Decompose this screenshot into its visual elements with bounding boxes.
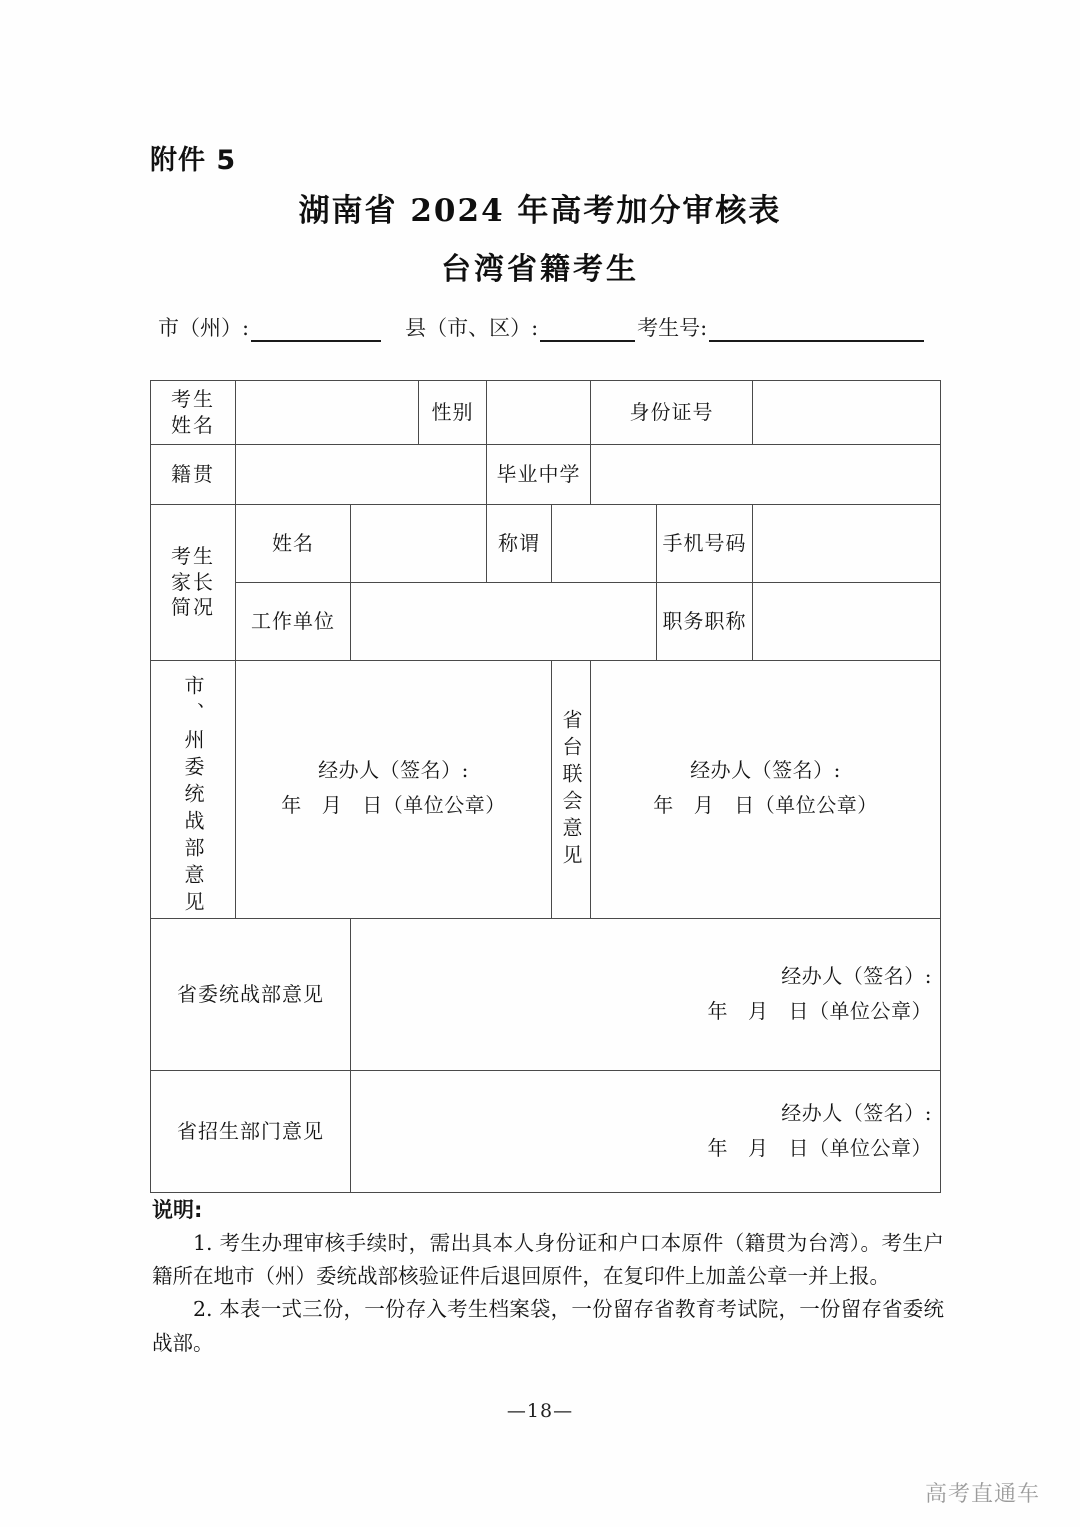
province-united-front-content[interactable] <box>351 919 941 1071</box>
id-card-label: 身份证号 <box>591 381 753 445</box>
parent-name-value[interactable] <box>351 505 487 583</box>
parent-position-label: 职务职称 <box>657 583 753 661</box>
parents-group-label-line2: 家长 <box>171 569 215 594</box>
audit-form-table <box>150 380 941 1193</box>
table-row-native-place <box>151 445 941 505</box>
province-united-front-date-line <box>708 995 933 1024</box>
assoc-opinion-signature-label: 经办人（签名）: <box>690 757 841 782</box>
province-admissions-content[interactable] <box>351 1071 941 1193</box>
province-united-front-month-label: 月 <box>748 998 769 1023</box>
province-admissions-day-seal-label: 日（单位公章） <box>788 1135 932 1160</box>
assoc-opinion-vertical-wrap <box>552 709 590 871</box>
table-row-parent-work <box>151 583 941 661</box>
parent-position-value[interactable] <box>753 583 941 661</box>
province-united-front-label: 省委统战部意见 <box>151 919 351 1071</box>
watermark: 高考直通车 <box>924 1482 1040 1507</box>
assoc-opinion-month-label: 月 <box>693 792 715 817</box>
assoc-opinion-content[interactable] <box>591 661 941 919</box>
province-admissions-year-label: 年 <box>707 1135 728 1160</box>
page-subtitle: 台湾省籍考生 <box>441 252 639 287</box>
county-input-rule[interactable] <box>540 322 635 342</box>
assoc-opinion-vertical-text: 省台联会意见 <box>559 708 583 871</box>
page-title: 湖南省 2024 年高考加分审核表 <box>298 193 782 229</box>
parents-group-label-line3: 简况 <box>171 595 215 620</box>
city-opinion-day-seal-label: 日（单位公章） <box>362 792 506 817</box>
notes-item-2: 2. 本表一式三份，一份存入考生档案袋，一份留存省教育考试院，一份留存省委统战部。 <box>152 1297 944 1355</box>
province-admissions-signature-label: 经办人（签名）: <box>781 1100 932 1125</box>
page-number: —18— <box>506 1400 574 1422</box>
city-label: 市（州）: <box>158 316 250 340</box>
parent-phone-value[interactable] <box>753 505 941 583</box>
title-block <box>0 185 1080 288</box>
gender-value[interactable] <box>487 381 591 445</box>
candidate-name-value[interactable] <box>236 381 419 445</box>
attachment-label: 附件 5 <box>150 145 237 176</box>
city-opinion-month-label: 月 <box>321 792 343 817</box>
table-row-opinions-city-and-assoc <box>151 661 941 919</box>
graduating-school-value[interactable] <box>591 445 941 505</box>
parent-name-label: 姓名 <box>236 505 351 583</box>
identification-line <box>158 312 948 342</box>
city-opinion-vertical-label <box>151 661 236 919</box>
province-united-front-day-seal-label: 日（单位公章） <box>788 998 932 1023</box>
parent-relation-label: 称谓 <box>487 505 552 583</box>
province-united-front-signature-block <box>351 960 940 1030</box>
city-opinion-content[interactable] <box>236 661 552 919</box>
province-admissions-month-label: 月 <box>748 1135 769 1160</box>
county-label: 县（市、区）: <box>405 316 539 340</box>
city-opinion-date-line <box>281 789 506 818</box>
candidate-name-label <box>151 381 236 445</box>
id-card-value[interactable] <box>753 381 941 445</box>
province-united-front-year-label: 年 <box>707 998 728 1023</box>
assoc-opinion-signature-block <box>591 754 940 826</box>
city-opinion-vertical-text: 市、州委统战部意见 <box>181 675 205 918</box>
candidate-name-label-line1: 考生 <box>171 386 215 411</box>
parent-phone-label: 手机号码 <box>657 505 753 583</box>
assoc-opinion-day-seal-label: 日（单位公章） <box>734 792 878 817</box>
parents-group-label <box>151 505 236 661</box>
province-admissions-signature-block <box>351 1097 940 1167</box>
table-row-province-admissions <box>151 1071 941 1193</box>
city-opinion-year-label: 年 <box>281 792 302 817</box>
city-opinion-signature-label: 经办人（签名）: <box>318 757 469 782</box>
native-place-value[interactable] <box>236 445 487 505</box>
assoc-opinion-vertical-label <box>552 661 591 919</box>
province-admissions-label: 省招生部门意见 <box>151 1071 351 1193</box>
notes-section <box>152 1193 944 1360</box>
table-row-province-united-front <box>151 919 941 1071</box>
city-opinion-signature-block <box>236 754 551 826</box>
assoc-opinion-year-label: 年 <box>653 792 674 817</box>
province-admissions-date-line <box>708 1132 933 1161</box>
city-opinion-vertical-wrap <box>151 661 235 918</box>
exam-number-label: 考生号: <box>637 316 708 340</box>
graduating-school-label: 毕业中学 <box>487 445 591 505</box>
parent-relation-value[interactable] <box>552 505 657 583</box>
table-row-candidate-identity <box>151 381 941 445</box>
parent-workplace-label: 工作单位 <box>236 583 351 661</box>
native-place-label: 籍贯 <box>151 445 236 505</box>
exam-number-input-rule[interactable] <box>709 322 924 342</box>
candidate-name-label-line2: 姓名 <box>171 412 215 437</box>
city-input-rule[interactable] <box>251 322 381 342</box>
notes-heading: 说明: <box>152 1198 203 1222</box>
assoc-opinion-date-line <box>653 789 878 818</box>
notes-item-1: 1. 考生办理审核手续时，需出具本人身份证和户口本原件（籍贯为台湾）。考生户籍所在地市（州）委统战部核验证件后退回原件，在复印件上加盖公章一并上报。 <box>152 1231 944 1289</box>
parent-workplace-value[interactable] <box>351 583 657 661</box>
parents-group-label-line1: 考生 <box>171 544 215 569</box>
gender-label: 性别 <box>419 381 487 445</box>
table-row-parent-basic <box>151 505 941 583</box>
province-united-front-signature-label: 经办人（签名）: <box>781 963 932 988</box>
